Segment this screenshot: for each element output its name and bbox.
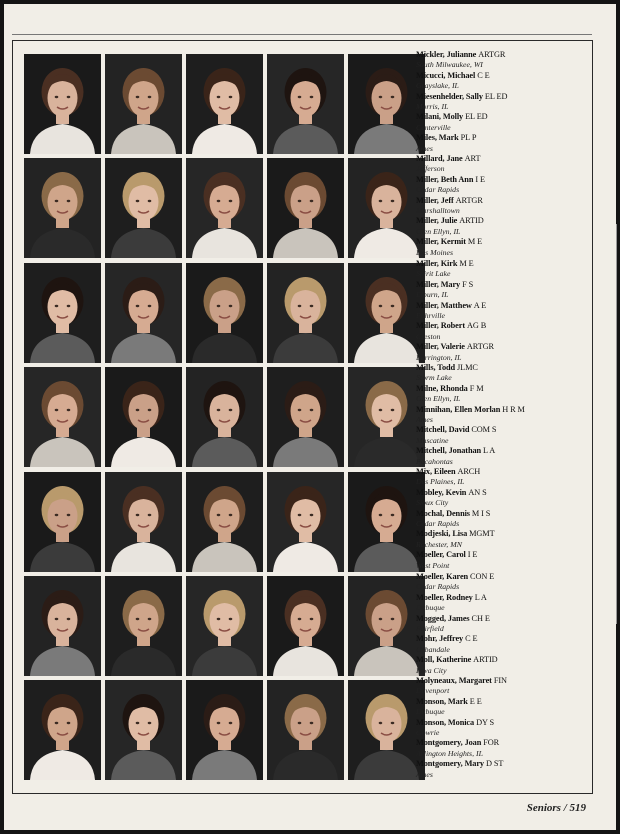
- major-text: EL ED: [465, 112, 488, 122]
- hometown: South Milwaukee, WI: [416, 60, 483, 70]
- portrait-row: [24, 472, 426, 574]
- portrait-row: [24, 367, 426, 469]
- student-name: [416, 529, 586, 539]
- major-text: F S: [462, 279, 474, 289]
- hometown: Storm Lake: [416, 373, 452, 383]
- student-portrait: [348, 54, 425, 154]
- name-text: Moll, Katherine: [416, 655, 472, 665]
- major-text: AG B: [466, 321, 487, 331]
- yearbook-page: [4, 4, 616, 830]
- student-name: [416, 384, 586, 394]
- name-text: Minnihan, Ellen Morlan: [416, 404, 501, 414]
- name-text: Mix, Eileen: [416, 467, 456, 476]
- caption-group: [416, 572, 586, 676]
- student-portrait: [105, 576, 182, 676]
- student-portrait: [186, 472, 263, 572]
- hometown: Gowrie: [416, 728, 440, 738]
- hometown: Creston: [416, 331, 441, 341]
- student-name: [416, 405, 586, 415]
- hometown: Fairfield: [416, 624, 444, 634]
- student-name: [416, 509, 586, 519]
- name-text: Monson, Monica: [416, 717, 475, 727]
- major-text: ARTGR: [466, 342, 494, 352]
- student-portrait: [186, 158, 263, 258]
- page-footer: Seniors / 519: [526, 802, 586, 814]
- major-text: PL P: [460, 133, 477, 143]
- student-portrait: [24, 54, 101, 154]
- major-text: L A: [474, 592, 487, 602]
- student-portrait: [186, 54, 263, 154]
- name-text: Moeller, Karen: [416, 572, 469, 581]
- student-name: [416, 718, 586, 728]
- student-name: [416, 71, 586, 81]
- hometown: Jefferson: [416, 164, 445, 174]
- hometown: Dubuque: [416, 603, 445, 613]
- student-name: [416, 759, 586, 769]
- name-text: Mickler, Julianne: [416, 50, 477, 59]
- hometown: Ames: [416, 415, 433, 425]
- hometown: Morris, IL: [416, 102, 449, 112]
- student-portrait: [105, 472, 182, 572]
- name-text: Miller, Kirk: [416, 259, 458, 268]
- student-portrait: [186, 263, 263, 363]
- caption-group: [416, 154, 586, 258]
- name-text: Mogged, James: [416, 613, 470, 623]
- hometown: Cedar Rapids: [416, 519, 460, 529]
- name-text: Mitchell, Jonathan: [416, 446, 482, 456]
- hometown: Cedar Rapids: [416, 582, 460, 592]
- name-text: Mobley, Kevin: [416, 487, 467, 497]
- student-portrait: [105, 263, 182, 363]
- name-text: Molyneaux, Margaret: [416, 676, 492, 685]
- major-text: I E: [467, 550, 478, 560]
- hometown: Dubuque: [416, 707, 445, 717]
- student-portrait: [24, 472, 101, 572]
- portrait-row: [24, 576, 426, 678]
- name-text: Montgomery, Mary: [416, 759, 484, 769]
- student-portrait: [24, 158, 101, 258]
- major-text: F M: [469, 383, 484, 393]
- hometown: Marshalltown: [416, 206, 460, 216]
- name-text: Miller, Kermit: [416, 237, 466, 247]
- portrait-row: [24, 54, 426, 156]
- student-name: [416, 467, 586, 477]
- major-text: C E: [465, 634, 478, 644]
- caption-group: [416, 50, 586, 154]
- major-text: ARTGR: [455, 195, 483, 205]
- major-text: FOR: [483, 738, 500, 748]
- student-name: [416, 301, 586, 311]
- major-text: ARTGR: [478, 50, 506, 59]
- student-portrait: [267, 158, 344, 258]
- major-text: L A: [483, 446, 496, 456]
- major-text: M E: [467, 237, 483, 247]
- student-name: [416, 614, 586, 624]
- page-edge: [616, 224, 617, 624]
- major-text: D ST: [485, 759, 504, 769]
- name-text: Mills, Todd: [416, 363, 456, 372]
- hometown: Centerville: [416, 122, 451, 132]
- student-name: [416, 321, 586, 331]
- major-text: DY S: [476, 717, 495, 727]
- student-name: [416, 655, 586, 665]
- hometown: Grayslake, IL: [416, 81, 459, 91]
- name-text: Modjeski, Lisa: [416, 529, 468, 539]
- student-portrait: [348, 576, 425, 676]
- name-text: Mochal, Dennis: [416, 508, 470, 518]
- major-text: A E: [473, 300, 487, 310]
- caption-group: [416, 467, 586, 571]
- hometown: Cedar Rapids: [416, 185, 460, 195]
- student-portrait: [186, 576, 263, 676]
- name-text: Miller, Valerie: [416, 342, 465, 352]
- major-text: H R M: [502, 404, 525, 414]
- name-text: Milne, Rhonda: [416, 383, 468, 393]
- student-name: [416, 572, 586, 582]
- student-name: [416, 280, 586, 290]
- name-text: Mitchell, David: [416, 425, 470, 435]
- student-name: [416, 112, 586, 122]
- student-portrait: [24, 263, 101, 363]
- name-text: Miles, Mark: [416, 133, 459, 143]
- student-name: [416, 446, 586, 456]
- student-name: [416, 133, 586, 143]
- student-portrait: [186, 367, 263, 467]
- hometown: Muscatine: [416, 435, 449, 445]
- major-text: ARCH: [457, 467, 481, 476]
- student-portrait: [24, 576, 101, 676]
- student-name: [416, 363, 586, 373]
- hometown: Des Plaines, IL: [416, 477, 465, 487]
- portrait-row: [24, 680, 426, 782]
- name-text: Miller, Jeff: [416, 195, 454, 205]
- student-portrait: [348, 680, 425, 780]
- student-name: [416, 488, 586, 498]
- student-portrait: [348, 472, 425, 572]
- hometown: Pocahontas: [416, 456, 453, 466]
- portrait-row: [24, 263, 426, 365]
- caption-group: [416, 363, 586, 467]
- hometown: Sioux City: [416, 498, 449, 508]
- student-portrait: [186, 680, 263, 780]
- student-name: [416, 550, 586, 560]
- name-text: Moeller, Rodney: [416, 592, 473, 602]
- student-name: [416, 154, 586, 164]
- major-text: E E: [469, 696, 482, 706]
- student-portrait: [348, 367, 425, 467]
- major-text: ART: [464, 154, 481, 163]
- hometown: Davenport: [416, 686, 450, 696]
- hometown: Barrington, IL: [416, 352, 462, 362]
- name-text: Milani, Molly: [416, 112, 464, 122]
- major-text: M I S: [471, 508, 491, 518]
- student-name: [416, 634, 586, 644]
- major-text: I E: [475, 174, 485, 184]
- major-text: MGMT: [469, 529, 495, 539]
- name-text: Miller, Robert: [416, 321, 465, 331]
- major-text: COM S: [471, 425, 497, 435]
- student-name: [416, 259, 586, 269]
- hometown: Pohrville: [416, 311, 446, 321]
- hometown: Glen Ellyn, IL: [416, 394, 461, 404]
- student-portrait: [105, 680, 182, 780]
- hometown: Ames: [416, 769, 433, 779]
- name-text: Miesenhelder, Sally: [416, 91, 483, 101]
- name-text: Miller, Mary: [416, 279, 461, 289]
- top-rule: [12, 34, 592, 35]
- name-text: Micucci, Michael: [416, 70, 476, 80]
- major-text: ARTID: [459, 216, 484, 226]
- student-portrait: [24, 680, 101, 780]
- student-portrait: [267, 472, 344, 572]
- name-text: Miller, Julie: [416, 216, 458, 226]
- name-text: Monson, Mark: [416, 696, 468, 706]
- student-name: [416, 676, 586, 686]
- hometown: Des Moines: [416, 247, 454, 257]
- student-name: [416, 593, 586, 603]
- student-name: [416, 342, 586, 352]
- caption-group: [416, 676, 586, 780]
- hometown: Arlington Heights, IL: [416, 748, 483, 758]
- major-text: AN S: [468, 487, 487, 497]
- hometown: Spirit Lake: [416, 269, 451, 279]
- hometown: Elburn, IL: [416, 290, 449, 300]
- hometown: West Point: [416, 560, 450, 570]
- hometown: Rochester, MN: [416, 539, 462, 549]
- student-name: [416, 738, 586, 748]
- student-portrait: [267, 367, 344, 467]
- student-name: [416, 175, 586, 185]
- student-portrait: [267, 576, 344, 676]
- hometown: Urbandale: [416, 644, 450, 654]
- portrait-row: [24, 158, 426, 260]
- major-text: CH E: [471, 613, 490, 623]
- student-portrait: [105, 158, 182, 258]
- student-name: [416, 216, 586, 226]
- name-text: Montgomery, Joan: [416, 738, 482, 748]
- student-portrait: [267, 263, 344, 363]
- hometown: Iowa City: [416, 665, 447, 675]
- student-name: [416, 92, 586, 102]
- major-text: C E: [477, 70, 490, 80]
- major-text: EL ED: [484, 91, 508, 101]
- major-text: M E: [459, 259, 474, 268]
- student-portrait: [348, 158, 425, 258]
- student-name: [416, 237, 586, 247]
- hometown: Glen Ellyn, IL: [416, 226, 461, 236]
- student-portrait: [348, 263, 425, 363]
- student-portrait: [24, 367, 101, 467]
- student-name: [416, 196, 586, 206]
- major-text: ARTID: [473, 655, 498, 665]
- student-portrait: [267, 680, 344, 780]
- hometown: Ames: [416, 143, 433, 153]
- major-text: JLMC: [457, 363, 478, 372]
- student-portrait: [105, 54, 182, 154]
- student-name: [416, 50, 586, 60]
- major-text: FIN: [493, 676, 507, 685]
- name-text: Moeller, Carol: [416, 550, 466, 560]
- student-portrait: [105, 367, 182, 467]
- major-text: CON E: [470, 572, 495, 581]
- student-name: [416, 697, 586, 707]
- name-text: Miller, Beth Ann: [416, 174, 474, 184]
- name-text: Millard, Jane: [416, 154, 463, 163]
- name-text: Miller, Matthew: [416, 300, 472, 310]
- caption-group: [416, 259, 586, 363]
- student-portrait: [267, 54, 344, 154]
- name-text: Mohr, Jeffrey: [416, 634, 464, 644]
- student-name: [416, 425, 586, 435]
